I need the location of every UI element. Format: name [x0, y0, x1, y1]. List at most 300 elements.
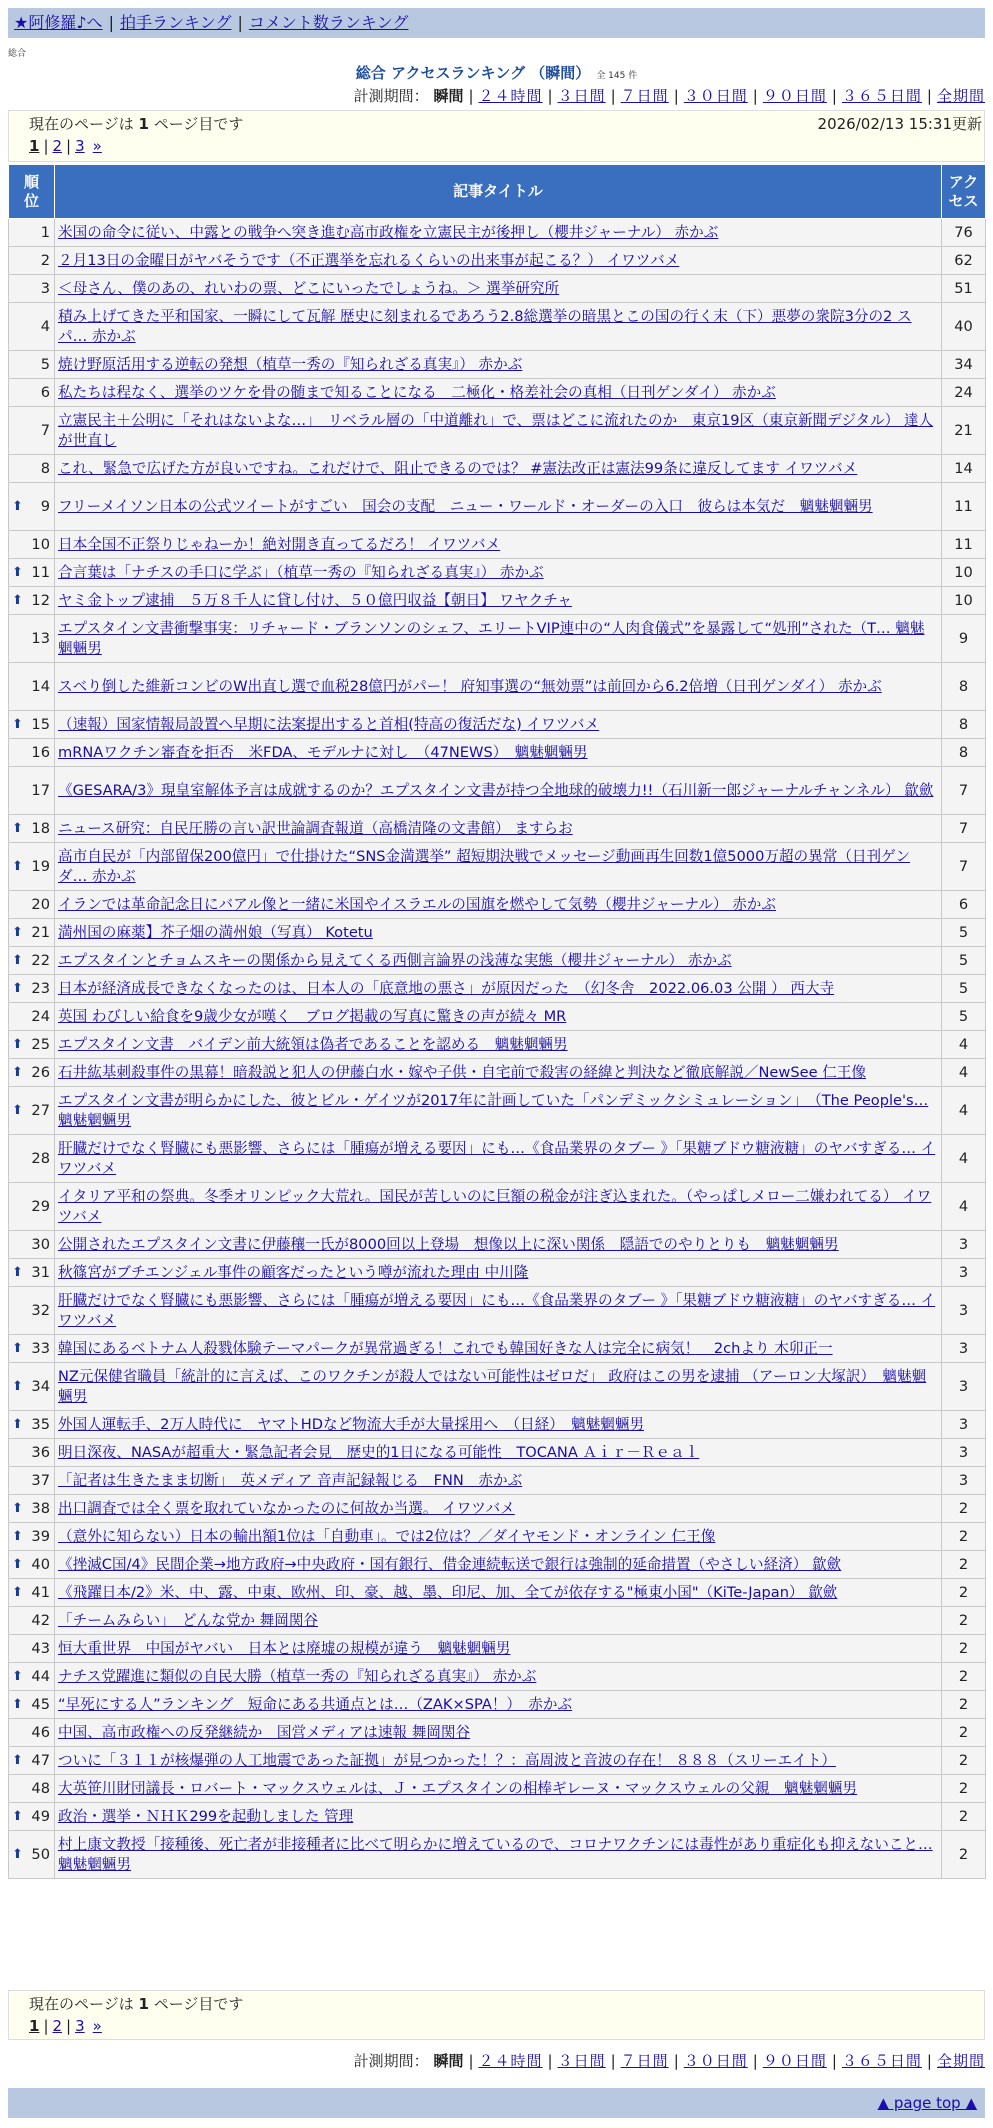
access-count: 4	[942, 1183, 986, 1231]
rank-column-header: 順位	[9, 165, 55, 219]
title-cell	[55, 587, 942, 615]
rank-cell	[9, 1551, 55, 1579]
period-24h-link[interactable]: ２４時間	[478, 87, 543, 105]
arrow-up-icon: ⬆	[12, 1036, 23, 1052]
page-3-link[interactable]: 3	[75, 137, 85, 155]
access-count: 3	[942, 1439, 986, 1467]
rank-cell	[9, 559, 55, 587]
access-count: 40	[942, 303, 986, 351]
article-title-link[interactable]: ニュース研究：自民圧勝の言い訳世論調査報道（高橋清隆の文書館） ますらお	[58, 819, 573, 837]
title-cell	[55, 1663, 942, 1691]
period-7d-link[interactable]: ７日間	[620, 87, 669, 105]
rank-cell	[9, 1087, 55, 1135]
rank-number: 9	[40, 497, 50, 515]
table-row	[9, 1259, 986, 1287]
rank-number: 24	[31, 1007, 50, 1025]
period-90d-link[interactable]: ９０日間	[762, 2052, 827, 2070]
access-count: 10	[942, 559, 986, 587]
pagination: 1 | 2 | 3 »	[29, 2017, 102, 2035]
current-page-text: 現在のページは	[29, 115, 134, 133]
article-title-link[interactable]: フリーメイソン日本の公式ツイートがすごい 国会の支配 ニュー・ワールド・オーダーの入口 彼らは本気だ 魑魅魍魎男	[58, 497, 873, 515]
rank-number: 38	[31, 1499, 50, 1517]
access-count: 2	[942, 1523, 986, 1551]
article-title-link[interactable]: 積み上げてきた平和国家、一瞬にして瓦解 歴史に刻まれるであろう2.8総選挙の暗黒とこの国の行く末（下）悪夢の衆院3分の2 スパ… 赤かぶ	[58, 307, 912, 345]
rank-number: 45	[31, 1695, 50, 1713]
title-cell	[55, 891, 942, 919]
article-title-link[interactable]: 外国人運転手、2万人時代に ヤマトHDなど物流大手が大量採用へ （日経） 魑魅魍魎男	[58, 1415, 645, 1433]
rank-number: 39	[31, 1527, 50, 1545]
title-cell	[55, 1259, 942, 1287]
table-row	[9, 483, 986, 531]
rank-number: 14	[31, 677, 50, 695]
rank-cell	[9, 351, 55, 379]
rank-cell	[9, 1719, 55, 1747]
access-count: 2	[942, 1663, 986, 1691]
rank-cell	[9, 1747, 55, 1775]
rank-number: 11	[31, 563, 50, 581]
rank-cell	[9, 1523, 55, 1551]
article-title-link[interactable]: 「記者は生きたまま切断」 英メディア 音声記録報じる FNN 赤かぶ	[58, 1471, 523, 1489]
article-title-link[interactable]: 村上康文教授「接種後、死亡者が非接種者に比べて明らかに増えているので、コロナワクチンには毒性があり重症化も抑えないこと… 魑魅魍魎男	[58, 1835, 933, 1873]
rank-cell	[9, 1335, 55, 1363]
rank-number: 43	[31, 1639, 50, 1657]
arrow-up-icon: ⬆	[12, 858, 23, 874]
article-title-link[interactable]: 満州国の麻薬】芥子畑の満州娘（写真） Kotetu	[58, 923, 373, 941]
article-title-link[interactable]: エプスタイン文書が明らかにした、彼とビル・ゲイツが2017年に計画していた「パンデミックシミュレーション」 （The People's… 魑魅魍魎男	[58, 1091, 929, 1129]
title-cell	[55, 1031, 942, 1059]
title-cell	[55, 1411, 942, 1439]
rank-number: 1	[40, 223, 50, 241]
rank-cell	[9, 247, 55, 275]
rank-cell	[9, 1607, 55, 1635]
article-title-link[interactable]: 英国 わびしい給食を9歳少女が嘆く ブログ掲載の写真に驚きの声が続々 MR	[58, 1007, 567, 1025]
page-top-link[interactable]: ▲ page top ▲	[877, 2094, 977, 2112]
arrow-up-icon: ⬆	[12, 1340, 23, 1356]
table-row	[9, 1803, 986, 1831]
rank-cell	[9, 975, 55, 1003]
table-row	[9, 1003, 986, 1031]
access-count: 2	[942, 1719, 986, 1747]
section-label: 総合	[8, 49, 27, 59]
page-3-link[interactable]: 3	[75, 2017, 85, 2035]
period-90d-link[interactable]: ９０日間	[762, 87, 827, 105]
rank-cell	[9, 303, 55, 351]
rank-cell	[9, 379, 55, 407]
article-title-link[interactable]: 高市自民が「内部留保200億円」で仕掛けた“SNS金満選挙” 超短期決戦でメッセージ動画再生回数1億5000万超の異常（日刊ゲンダ… 赤かぶ	[58, 847, 911, 885]
title-cell	[55, 379, 942, 407]
article-title-link[interactable]: mRNAワクチン審査を拒否 米FDA、モデルナに対し （47NEWS） 魑魅魍魎男	[58, 743, 588, 761]
article-title-link[interactable]: （意外に知らない）日本の輸出額1位は「自動車」。では2位は？／ダイヤモンド・オンライン 仁王像	[58, 1527, 716, 1545]
rank-cell	[9, 767, 55, 815]
article-title-link[interactable]: 出口調査では全く票を取れていなかったのに何故か当選。 イワツバメ	[58, 1499, 515, 1517]
arrow-up-icon: ⬆	[12, 820, 23, 836]
rank-cell	[9, 1775, 55, 1803]
ranking-heading	[0, 62, 993, 83]
article-title-link[interactable]: 肝臓だけでなく腎臓にも悪影響、さらには「腫瘍が増える要因」にも…《食品業界のタブー 》「果糖ブドウ糖液糖」のヤバすぎる… イワツバメ	[58, 1291, 936, 1329]
rank-number: 32	[31, 1301, 50, 1319]
rank-number: 33	[31, 1339, 50, 1357]
current-page-suffix: ページ目です	[153, 115, 244, 133]
period-24h-link[interactable]: ２４時間	[478, 2052, 543, 2070]
rank-cell	[9, 275, 55, 303]
access-count: 62	[942, 247, 986, 275]
period-7d-link[interactable]: ７日間	[620, 2052, 669, 2070]
article-title-link[interactable]: 石井紘基刺殺事件の黒幕！暗殺説と犯人の伊藤白水・嫁や子供・自宅前で殺害の経緯と判決など徹底解説／NewSee 仁王像	[58, 1063, 866, 1081]
arrow-up-icon: ⬆	[12, 1064, 23, 1080]
access-count: 3	[942, 1411, 986, 1439]
title-cell	[55, 455, 942, 483]
page-2-link[interactable]: 2	[52, 137, 63, 155]
access-count: 2	[942, 1831, 986, 1879]
access-count: 8	[942, 711, 986, 739]
article-title-link[interactable]: 恒大重世界 中国がヤバい 日本とは廃墟の規模が違う 魑魅魍魎男	[58, 1639, 511, 1657]
access-count: 5	[942, 975, 986, 1003]
access-count: 24	[942, 379, 986, 407]
title-cell	[55, 1579, 942, 1607]
arrow-up-icon: ⬆	[12, 1528, 23, 1544]
table-row	[9, 1579, 986, 1607]
rank-number: 25	[31, 1035, 50, 1053]
table-row	[9, 815, 986, 843]
rank-cell	[9, 1363, 55, 1411]
rank-number: 18	[31, 819, 50, 837]
article-title-link[interactable]: 政治・選挙・ＮＨＫ299を起動しました 管理	[58, 1807, 354, 1825]
applause-ranking-link[interactable]: 拍手ランキング	[119, 13, 232, 32]
article-title-link[interactable]: 米国の命令に従い、中露との戦争へ突き進む高市政権を立憲民主が後押し（櫻井ジャーナル） 赤かぶ	[58, 223, 719, 241]
article-title-link[interactable]: ナチス党躍進に類似の自民大勝（植草一秀の『知られざる真実』） 赤かぶ	[58, 1667, 537, 1685]
nav-separator: |	[108, 13, 114, 32]
rank-number: 27	[31, 1101, 50, 1119]
rank-number: 19	[31, 857, 50, 875]
table-row	[9, 947, 986, 975]
article-title-link[interactable]: ２月13日の金曜日がヤバそうです（不正選挙を忘れるくらいの出来事が起こる？） イワツバメ	[58, 251, 680, 269]
page-1: 1	[29, 2017, 40, 2035]
access-count: 8	[942, 663, 986, 711]
arrow-up-icon: ⬆	[12, 1808, 23, 1824]
title-cell	[55, 1803, 942, 1831]
period-3d-link[interactable]: ３日間	[557, 87, 606, 105]
article-title-link[interactable]: “早死にする人”ランキング 短命にある共通点とは…（ZAK×SPA！） 赤かぶ	[58, 1695, 573, 1713]
table-row	[9, 1059, 986, 1087]
article-title-link[interactable]: スベり倒した維新コンビのW出直し選で血税28億円がパー！ 府知事選の“無効票”は前回から6.2倍増（日刊ゲンダイ） 赤かぶ	[58, 677, 882, 695]
period-label: 計測期間：	[353, 87, 429, 105]
access-count: 4	[942, 1059, 986, 1087]
rank-number: 6	[40, 383, 50, 401]
home-link[interactable]: ★阿修羅♪へ	[14, 13, 103, 32]
rank-number: 28	[31, 1149, 50, 1167]
access-count: 5	[942, 1003, 986, 1031]
article-title-link[interactable]: 大英笹川財団議長・ロバート・マックスウェルは、Ｊ・エプスタインの相棒ギレーヌ・マックスウェルの父親 魑魅魍魎男	[58, 1779, 858, 1797]
period-current: 瞬間	[433, 87, 464, 105]
title-cell	[55, 1747, 942, 1775]
period-all-link[interactable]: 全期間	[936, 87, 985, 105]
article-title-link[interactable]: 「チームみらい」 どんな党か 舞岡関谷	[58, 1611, 319, 1629]
article-title-link[interactable]: 肝臓だけでなく腎臓にも悪影響、さらには「腫瘍が増える要因」にも…《食品業界のタブー 》「果糖ブドウ糖液糖」のヤバすぎる… イワツバメ	[58, 1139, 936, 1177]
rank-number: 20	[31, 895, 50, 913]
title-cell	[55, 219, 942, 247]
table-row	[9, 663, 986, 711]
table-header-row	[9, 165, 986, 219]
table-row	[9, 1663, 986, 1691]
rank-cell	[9, 1635, 55, 1663]
article-title-link[interactable]: 秋篠宮がブチエンジェル事件の顧客だったという噂が流れた理由 中川隆	[58, 1263, 529, 1281]
table-row	[9, 219, 986, 247]
title-cell	[55, 767, 942, 815]
access-count: 2	[942, 1607, 986, 1635]
rank-cell	[9, 1259, 55, 1287]
rank-number: 21	[31, 923, 50, 941]
rank-cell	[9, 1287, 55, 1335]
article-title-link[interactable]: NZ元保健省職員「統計的に言えば、このワクチンが殺人ではない可能性はゼロだ」 政府はこの男を逮捕 （アーロン大塚訳） 魑魅魍魎男	[58, 1367, 927, 1405]
title-cell	[55, 815, 942, 843]
rank-number: 23	[31, 979, 50, 997]
table-row	[9, 767, 986, 815]
arrow-up-icon: ⬆	[12, 1102, 23, 1118]
article-title-link[interactable]: ついに「３１１が核爆弾の人工地震であった証拠」が見つかった！？：高周波と音波の存在！ ８８８（スリーエイト）	[58, 1751, 836, 1769]
access-count: 4	[942, 1031, 986, 1059]
table-row	[9, 1635, 986, 1663]
title-cell	[55, 1363, 942, 1411]
rank-number: 16	[31, 743, 50, 761]
period-selector-bottom: 計測期間： 瞬間 | ２４時間 | ３日間 | ７日間 | ３０日間 | ９０日間 | ３６５日間 | 全期間	[353, 2052, 985, 2070]
rank-number: 31	[31, 1263, 50, 1281]
arrow-up-icon: ⬆	[12, 924, 23, 940]
arrow-up-icon: ⬆	[12, 1752, 23, 1768]
article-title-link[interactable]: 焼け野原活用する逆転の発想（植草一秀の『知られざる真実』） 赤かぶ	[58, 355, 523, 373]
next-page-link[interactable]: »	[92, 137, 102, 155]
page-info-bottom	[8, 1990, 985, 2040]
rank-number: 46	[31, 1723, 50, 1741]
ranking-table	[8, 164, 986, 1879]
table-row	[9, 247, 986, 275]
article-title-link[interactable]: エプスタイン文書衝撃事実：リチャード・ブランソンのシェフ、エリートVIP連中の“人肉食儀式”を暴露して“処刑”された（T… 魑魅魍魎男	[58, 619, 925, 657]
rank-cell	[9, 1135, 55, 1183]
arrow-up-icon: ⬆	[12, 564, 23, 580]
top-nav-bar	[8, 8, 985, 38]
table-row	[9, 1411, 986, 1439]
ranking-title: 総合 アクセスランキング （瞬間）	[355, 64, 591, 82]
rank-cell	[9, 843, 55, 891]
article-title-link[interactable]: エプスタインとチョムスキーの関係から見えてくる西側言論界の浅薄な実態（櫻井ジャーナル） 赤かぶ	[58, 951, 732, 969]
rank-number: 26	[31, 1063, 50, 1081]
article-title-link[interactable]: 合言葉は「ナチスの手口に学ぶ」（植草一秀の『知られざる真実』） 赤かぶ	[58, 563, 544, 581]
article-title-link[interactable]: 明日深夜、NASAが超重大・緊急記者会見 歴史的1日になる可能性 TOCANA Ａｉｒ－Ｒｅａｌ	[58, 1443, 700, 1461]
title-cell	[55, 275, 942, 303]
rank-number: 3	[40, 279, 50, 297]
rank-cell	[9, 483, 55, 531]
table-row	[9, 1523, 986, 1551]
rank-number: 10	[31, 535, 50, 553]
title-cell	[55, 531, 942, 559]
article-title-link[interactable]: 《挫滅C国/4》民間企業→地方政府→中央政府・国有銀行、借金連続転送で銀行は強制的延命措置（やさしい経済） 歙歛	[58, 1555, 842, 1573]
current-page-number: 1	[138, 115, 149, 133]
access-count: 11	[942, 531, 986, 559]
rank-cell	[9, 219, 55, 247]
access-count: 2	[942, 1635, 986, 1663]
period-365d-link[interactable]: ３６５日間	[841, 87, 922, 105]
table-row	[9, 455, 986, 483]
arrow-up-icon: ⬆	[12, 952, 23, 968]
table-row	[9, 587, 986, 615]
rank-number: 50	[31, 1845, 50, 1863]
article-title-link[interactable]: ヤミ金トップ逮捕 ５万８千人に貸し付け、５０億円収益【朝日】 ワヤクチャ	[58, 591, 572, 609]
title-cell	[55, 1635, 942, 1663]
rank-cell	[9, 1231, 55, 1259]
title-cell	[55, 1335, 942, 1363]
article-title-link[interactable]: 公開されたエプスタイン文書に伊藤穰一氏が8000回以上登場 想像以上に深い関係 隠語でのやりとりも 魑魅魍魎男	[58, 1235, 839, 1253]
page-2-link[interactable]: 2	[52, 2017, 63, 2035]
article-title-link[interactable]: （速報）国家情報局設置へ早期に法案提出すると首相(特高の復活だな) イワツバメ	[58, 715, 600, 733]
rank-number: 2	[40, 251, 50, 269]
title-cell	[55, 1467, 942, 1495]
rank-cell	[9, 1183, 55, 1231]
table-row	[9, 1231, 986, 1259]
access-count: 6	[942, 891, 986, 919]
rank-cell	[9, 615, 55, 663]
period-label: 計測期間：	[353, 2052, 429, 2070]
access-count: 3	[942, 1259, 986, 1287]
title-cell	[55, 1551, 942, 1579]
page-1: 1	[29, 137, 40, 155]
table-row	[9, 1031, 986, 1059]
access-count: 8	[942, 739, 986, 767]
table-row	[9, 1135, 986, 1183]
rank-cell	[9, 1691, 55, 1719]
rank-cell	[9, 711, 55, 739]
access-count: 21	[942, 407, 986, 455]
rank-number: 49	[31, 1807, 50, 1825]
rank-cell	[9, 815, 55, 843]
table-row	[9, 275, 986, 303]
article-title-link[interactable]: 立憲民主＋公明に「それはないよな…」 リベラル層の「中道離れ」で、票はどこに流れたのか 東京19区（東京新聞デジタル） 達人が世直し	[58, 411, 934, 449]
access-count: 3	[942, 1287, 986, 1335]
title-cell	[55, 1495, 942, 1523]
article-title-link[interactable]: 《飛躍日本/2》米、中、露、中東、欧州、印、豪、越、墨、印尼、加、全てが依存する"極東小国"（KiTe-Japan） 歙歛	[58, 1583, 838, 1601]
table-row	[9, 407, 986, 455]
rank-number: 4	[40, 317, 50, 335]
access-count: 3	[942, 1231, 986, 1259]
article-title-link[interactable]: 中国、高市政権への反発継続か 国営メディアは速報 舞岡関谷	[58, 1723, 471, 1741]
rank-number: 44	[31, 1667, 50, 1685]
ranking-count: 全 145 件	[596, 71, 638, 81]
rank-cell	[9, 531, 55, 559]
arrow-up-icon: ⬆	[12, 1696, 23, 1712]
period-365d-link[interactable]: ３６５日間	[841, 2052, 922, 2070]
period-30d-link[interactable]: ３０日間	[683, 87, 748, 105]
title-cell	[55, 663, 942, 711]
arrow-up-icon: ⬆	[12, 716, 23, 732]
access-count: 2	[942, 1551, 986, 1579]
rank-number: 34	[31, 1377, 50, 1395]
arrow-up-icon: ⬆	[12, 1668, 23, 1684]
access-count: 7	[942, 843, 986, 891]
period-selector-top: 計測期間： 瞬間 | ２４時間 | ３日間 | ７日間 | ３０日間 | ９０日間 | ３６５日間 | 全期間	[353, 87, 985, 105]
rank-cell	[9, 1059, 55, 1087]
rank-cell	[9, 1495, 55, 1523]
rank-cell	[9, 739, 55, 767]
rank-number: 13	[31, 629, 50, 647]
title-cell	[55, 1775, 942, 1803]
rank-number: 41	[31, 1583, 50, 1601]
arrow-up-icon: ⬆	[12, 1584, 23, 1600]
title-cell	[55, 1439, 942, 1467]
article-title-link[interactable]: 日本全国不正祭りじゃねーか！絶対開き直ってるだろ！ イワツバメ	[58, 535, 501, 553]
table-row	[9, 1747, 986, 1775]
article-title-link[interactable]: 私たちは程なく、選挙のツケを骨の髄まで知ることになる 二極化・格差社会の真相（日刊ゲンダイ） 赤かぶ	[58, 383, 776, 401]
title-cell	[55, 1523, 942, 1551]
arrow-up-icon: ⬆	[12, 1556, 23, 1572]
title-cell	[55, 615, 942, 663]
rank-number: 15	[31, 715, 50, 733]
rank-cell	[9, 1411, 55, 1439]
table-row	[9, 379, 986, 407]
article-title-link[interactable]: 韓国にあるベトナム人殺戮体験テーマパークが異常過ぎる！これでも韓国好きな人は完全に病気！ 2chより 木卯正一	[58, 1339, 833, 1357]
title-cell	[55, 247, 942, 275]
table-row	[9, 531, 986, 559]
rank-cell	[9, 1663, 55, 1691]
arrow-up-icon: ⬆	[12, 1378, 23, 1394]
arrow-up-icon: ⬆	[12, 592, 23, 608]
access-count: 2	[942, 1495, 986, 1523]
table-row	[9, 1775, 986, 1803]
period-3d-link[interactable]: ３日間	[557, 2052, 606, 2070]
next-page-link[interactable]: »	[92, 2017, 102, 2035]
updated-timestamp: 2026/02/13 15:31更新	[817, 115, 982, 133]
article-title-link[interactable]: 《GESARA/3》現皇室解体予言は成就するのか？エプスタイン文書が持つ全地球的破壊力!!（石川新一郎ジャーナルチャンネル） 歙歛	[58, 781, 934, 799]
table-row	[9, 351, 986, 379]
access-count: 2	[942, 1691, 986, 1719]
rank-cell	[9, 1831, 55, 1879]
access-count: 7	[942, 767, 986, 815]
rank-cell	[9, 1579, 55, 1607]
table-row	[9, 1719, 986, 1747]
article-title-link[interactable]: 日本が経済成長できなくなったのは、日本人の「底意地の悪さ」が原因だった （幻冬舎 2022.06.03 公開 ） 西大寺	[58, 979, 835, 997]
rank-cell	[9, 1003, 55, 1031]
table-row	[9, 975, 986, 1003]
article-title-link[interactable]: イタリア平和の祭典。冬季オリンピック大荒れ。国民が苦しいのに巨額の税金が注ぎ込まれた。（やっぱしメロー二嫌われてる） イワツバメ	[58, 1187, 932, 1225]
arrow-up-icon: ⬆	[12, 498, 23, 514]
article-title-link[interactable]: エプスタイン文書 バイデン前大統領は偽者であることを認める 魑魅魍魎男	[58, 1035, 568, 1053]
bottom-bar	[8, 2088, 985, 2118]
rank-number: 12	[31, 591, 50, 609]
rank-number: 37	[31, 1471, 50, 1489]
title-cell	[55, 975, 942, 1003]
title-column-header: 記事タイトル	[55, 165, 942, 219]
table-row	[9, 1087, 986, 1135]
access-count: 7	[942, 815, 986, 843]
table-row	[9, 615, 986, 663]
article-title-link[interactable]: イランでは革命記念日にバアル像と一緒に米国やイスラエルの国旗を燃やして気勢（櫻井ジャーナル） 赤かぶ	[58, 895, 776, 913]
period-all-link[interactable]: 全期間	[936, 2052, 985, 2070]
access-count: 2	[942, 1803, 986, 1831]
access-count: 3	[942, 1335, 986, 1363]
table-row	[9, 843, 986, 891]
rank-cell	[9, 891, 55, 919]
access-count: 76	[942, 219, 986, 247]
access-count: 34	[942, 351, 986, 379]
article-title-link[interactable]: ＜母さん、僕のあの、れいわの票、どこにいったでしょうね。＞ 選挙研究所	[58, 279, 560, 297]
comment-ranking-link[interactable]: コメント数ランキング	[248, 13, 409, 32]
rank-number: 7	[40, 421, 50, 439]
article-title-link[interactable]: これ、緊急で広げた方が良いですね。これだけで、阻止できるのでは？ #憲法改正は憲法99条に違反してます イワツバメ	[58, 459, 858, 477]
period-30d-link[interactable]: ３０日間	[683, 2052, 748, 2070]
table-row	[9, 1183, 986, 1231]
rank-number: 48	[31, 1779, 50, 1797]
rank-number: 47	[31, 1751, 50, 1769]
rank-number: 30	[31, 1235, 50, 1253]
access-count: 3	[942, 1467, 986, 1495]
table-row	[9, 1607, 986, 1635]
